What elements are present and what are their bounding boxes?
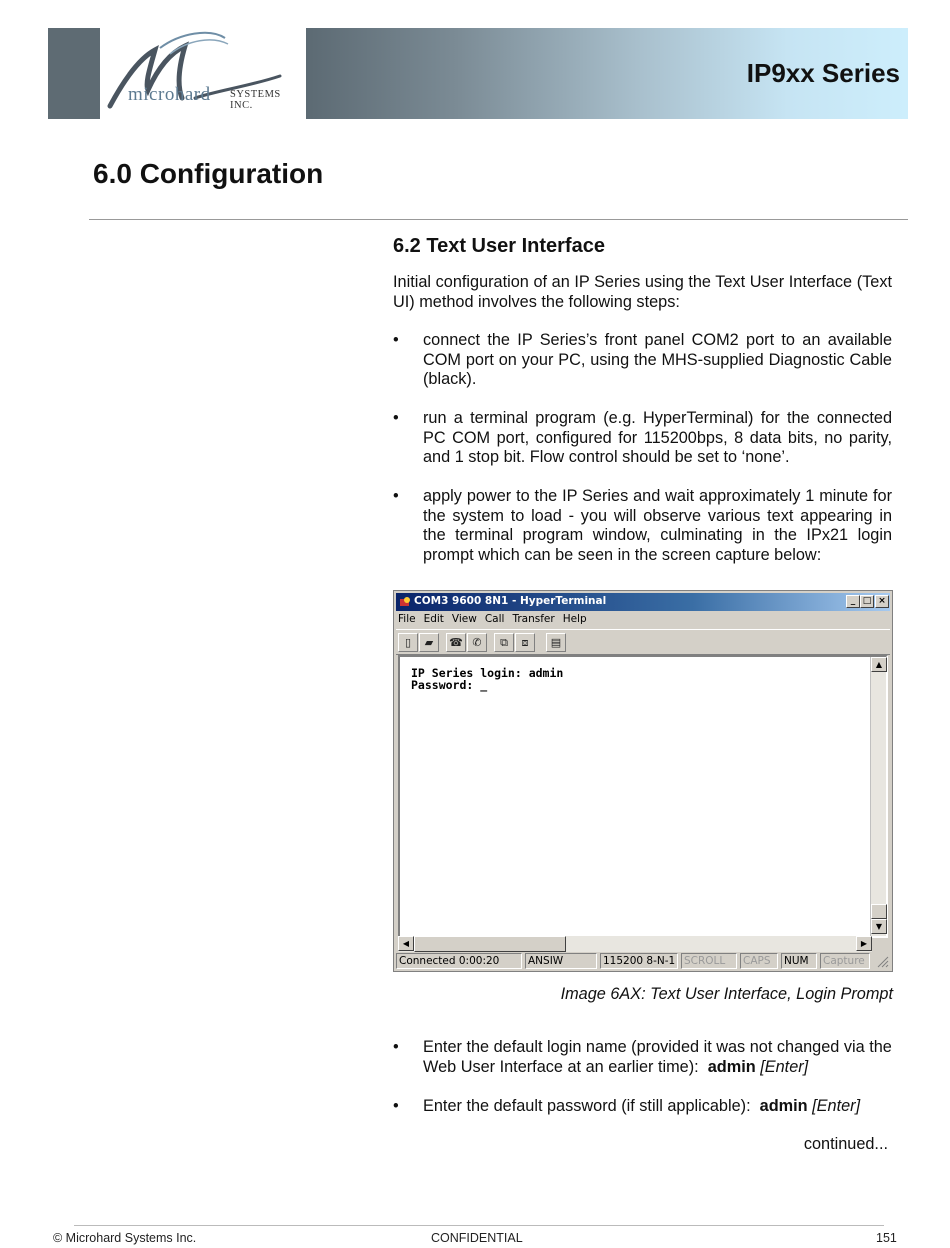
password-value: admin — [759, 1097, 808, 1115]
subsection-title: 6.2 Text User Interface — [393, 235, 605, 257]
image-caption: Image 6AX: Text User Interface, Login Prompt — [560, 985, 893, 1003]
terminal-line: Password: _ — [411, 678, 488, 692]
enter-key: [Enter] — [812, 1097, 861, 1115]
scroll-right-icon: ▶ — [856, 936, 872, 951]
bullet-icon: • — [393, 331, 399, 349]
password-step-text: Enter the default password (if still applicable): — [423, 1097, 751, 1115]
hyperterminal-icon — [399, 596, 411, 608]
open-icon: ▰ — [419, 633, 439, 652]
scroll-up-icon: ▲ — [871, 657, 887, 672]
bullet-icon: • — [393, 409, 399, 427]
menu-call: Call — [484, 613, 505, 625]
receive-icon: ⧈ — [515, 633, 535, 652]
status-bar — [396, 953, 890, 970]
vertical-scrollbar — [870, 657, 886, 936]
scroll-left-icon: ◀ — [398, 936, 414, 951]
status-num: NUM — [781, 953, 817, 969]
scroll-thumb — [871, 904, 887, 919]
logo-wordmark: microhard — [128, 84, 211, 105]
section-title: 6.0 Configuration — [93, 158, 324, 189]
divider — [89, 219, 908, 220]
bullet-icon: • — [393, 1097, 399, 1115]
series-title: IP9xx Series — [746, 58, 900, 88]
status-emulation: ANSIW — [525, 953, 597, 969]
close-icon: × — [875, 595, 889, 608]
login-value: admin — [707, 1057, 756, 1076]
menu-view: View — [451, 613, 477, 625]
header-banner — [48, 28, 908, 119]
window-title: COM3 9600 8N1 - HyperTerminal — [414, 595, 607, 607]
list-item-text: apply power to the IP Series and wait approximately 1 minute for the system to load - you will observe various text appearing in the terminal program window, culminating in the IPx21 login prompt which can be seen in the screen capture below: — [423, 487, 892, 564]
company-logo — [100, 28, 306, 119]
bullet-icon: • — [393, 1038, 399, 1056]
scroll-down-icon: ▼ — [871, 919, 887, 934]
menu-file: File — [398, 613, 416, 625]
footer-confidential: CONFIDENTIAL — [431, 1231, 523, 1245]
menu-transfer: Transfer — [512, 613, 555, 625]
logo-subtext: SYSTEMS INC. — [230, 89, 281, 111]
status-connected: Connected 0:00:20 — [396, 953, 522, 969]
page-number: 151 — [876, 1231, 897, 1245]
status-scroll: SCROLL — [681, 953, 737, 969]
connect-icon: ☎ — [446, 633, 466, 652]
window-titlebar — [396, 593, 890, 611]
list-item-text: connect the IP Series’s front panel COM2 port to an available COM port on your PC, using the MHS-supplied Diagnostic Cable (black). — [423, 331, 892, 388]
send-icon: ⧉ — [494, 633, 514, 652]
menu-edit: Edit — [423, 613, 444, 625]
continued-note: continued... — [803, 1135, 888, 1153]
login-step-text: Enter the default login name (provided it was not changed via the Web User Interface at an earlier time): — [423, 1038, 892, 1076]
bullet-icon: • — [393, 487, 399, 505]
minimize-icon: _ — [846, 595, 860, 608]
intro-paragraph: Initial configuration of an IP Series using the Text User Interface (Text UI) method involves the following steps: — [393, 273, 892, 311]
footer-copyright: © Microhard Systems Inc. — [53, 1231, 197, 1245]
status-settings: 115200 8-N-1 — [600, 953, 678, 969]
banner-gradient — [306, 28, 908, 119]
footer-divider — [74, 1225, 884, 1226]
list-item-text — [423, 1038, 892, 1077]
enter-key: [Enter] — [760, 1057, 809, 1076]
terminal-area — [398, 655, 888, 938]
banner-block — [48, 28, 100, 119]
maximize-icon: □ — [860, 595, 874, 608]
new-icon: ▯ — [398, 633, 418, 652]
terminal-text — [411, 667, 563, 691]
disconnect-icon: ✆ — [467, 633, 487, 652]
scroll-thumb — [414, 936, 566, 952]
properties-icon: ▤ — [546, 633, 566, 652]
menu-help: Help — [562, 613, 587, 625]
status-capture: Capture — [820, 953, 870, 969]
list-item-text: run a terminal program (e.g. HyperTerminal) for the connected PC COM port, configured for 115200bps, 8 data bits, no parity, and 1 stop bit. Flow control should be set to ‘none’. — [423, 409, 892, 466]
list-item-text — [423, 1097, 892, 1117]
menu-bar — [398, 613, 595, 629]
horizontal-scrollbar — [398, 936, 872, 952]
toolbar — [396, 629, 890, 655]
resize-grip-icon — [876, 955, 889, 968]
status-caps: CAPS — [740, 953, 778, 969]
terminal-line: IP Series login: admin — [411, 666, 564, 680]
hyperterminal-screenshot — [393, 590, 893, 972]
